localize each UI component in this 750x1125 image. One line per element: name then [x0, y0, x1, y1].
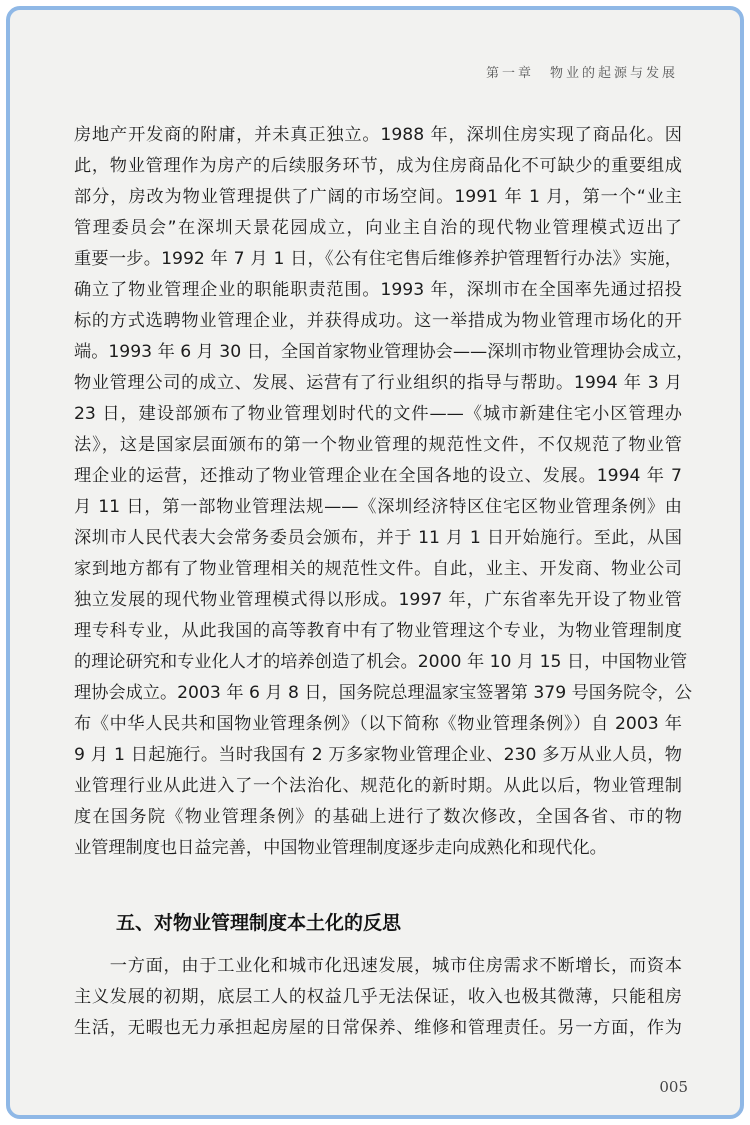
running-head: 第一章 物业的起源与发展 — [485, 66, 678, 81]
text-line: 家到地方都有了物业管理相关的规范性文件。自此，业主、开发商、物业公司 — [74, 559, 682, 579]
text-line: 法》，这是国家层面颁布的第一个物业管理的规范性文件，不仅规范了物业管 — [74, 435, 682, 455]
text-line: 月 11 日，第一部物业管理法规——《深圳经济特区住宅区物业管理条例》由 — [74, 497, 682, 517]
section-heading: 五、对物业管理制度本土化的反思 — [116, 912, 402, 934]
text-line: 管理委员会”在深圳天景花园成立，向业主自治的现代物业管理模式迈出了 — [74, 218, 682, 238]
text-line: 深圳市人民代表大会常务委员会颁布，并于 11 月 1 日开始施行。至此，从国 — [74, 528, 682, 548]
text-line: 部分，房改为物业管理提供了广阔的市场空间。1991 年 1 月，第一个“业主 — [74, 187, 682, 207]
text-line: 业管理制度也日益完善，中国物业管理制度逐步走向成熟化和现代化。 — [74, 838, 607, 858]
text-line: 的理论研究和专业化人才的培养创造了机会。2000 年 10 月 15 日，中国物业管 — [74, 652, 688, 672]
text-line: 标的方式选聘物业管理企业，并获得成功。这一举措成为物业管理市场化的开 — [74, 311, 682, 331]
page-frame — [6, 6, 744, 1119]
text-line: 理企业的运营，还推动了物业管理企业在全国各地的设立、发展。1994 年 7 — [74, 466, 682, 486]
text-line: 布《中华人民共和国物业管理条例》（以下简称《物业管理条例》）自 2003 年 — [74, 714, 682, 734]
text-line: 理专科专业，从此我国的高等教育中有了物业管理这个专业，为物业管理制度 — [74, 621, 682, 641]
text-line: 物业管理公司的成立、发展、运营有了行业组织的指导与帮助。1994 年 3 月 — [74, 373, 682, 393]
text-line: 9 月 1 日起施行。当时我国有 2 万多家物业管理企业、230 多万从业人员，物 — [74, 745, 682, 765]
paragraph-2 — [74, 951, 682, 1044]
text-line: 主义发展的初期，底层工人的权益几乎无法保证，收入也极其微薄，只能租房 — [74, 987, 682, 1007]
text-line: 理协会成立。2003 年 6 月 8 日，国务院总理温家宝签署第 379 号国务院令，公 — [74, 683, 692, 703]
text-line: 业管理行业从此进入了一个法治化、规范化的新时期。从此以后，物业管理制 — [74, 776, 682, 796]
paragraph-1 — [74, 120, 694, 864]
text-line: 重要一步。1992 年 7 月 1 日，《公有住宅售后维修养护管理暂行办法》实施， — [74, 249, 682, 269]
text-line: 一方面，由于工业化和城市化迅速发展，城市住房需求不断增长，而资本 — [74, 956, 682, 976]
text-line: 23 日，建设部颁布了物业管理划时代的文件——《城市新建住宅小区管理办 — [74, 404, 682, 424]
page-number: 005 — [659, 1078, 688, 1096]
text-line: 端。1993 年 6 月 30 日，全国首家物业管理协会——深圳市物业管理协会成立， — [74, 342, 694, 362]
text-line: 房地产开发商的附庸，并未真正独立。1988 年，深圳住房实现了商品化。因 — [74, 125, 682, 145]
text-line: 生活，无暇也无力承担起房屋的日常保养、维修和管理责任。另一方面，作为 — [74, 1018, 682, 1038]
text-line: 度在国务院《物业管理条例》的基础上进行了数次修改，全国各省、市的物 — [74, 807, 682, 827]
text-line: 此，物业管理作为房产的后续服务环节，成为住房商品化不可缺少的重要组成 — [74, 156, 682, 176]
text-line: 确立了物业管理企业的职能职责范围。1993 年，深圳市在全国率先通过招投 — [74, 280, 682, 300]
text-line: 独立发展的现代物业管理模式得以形成。1997 年，广东省率先开设了物业管 — [74, 590, 682, 610]
